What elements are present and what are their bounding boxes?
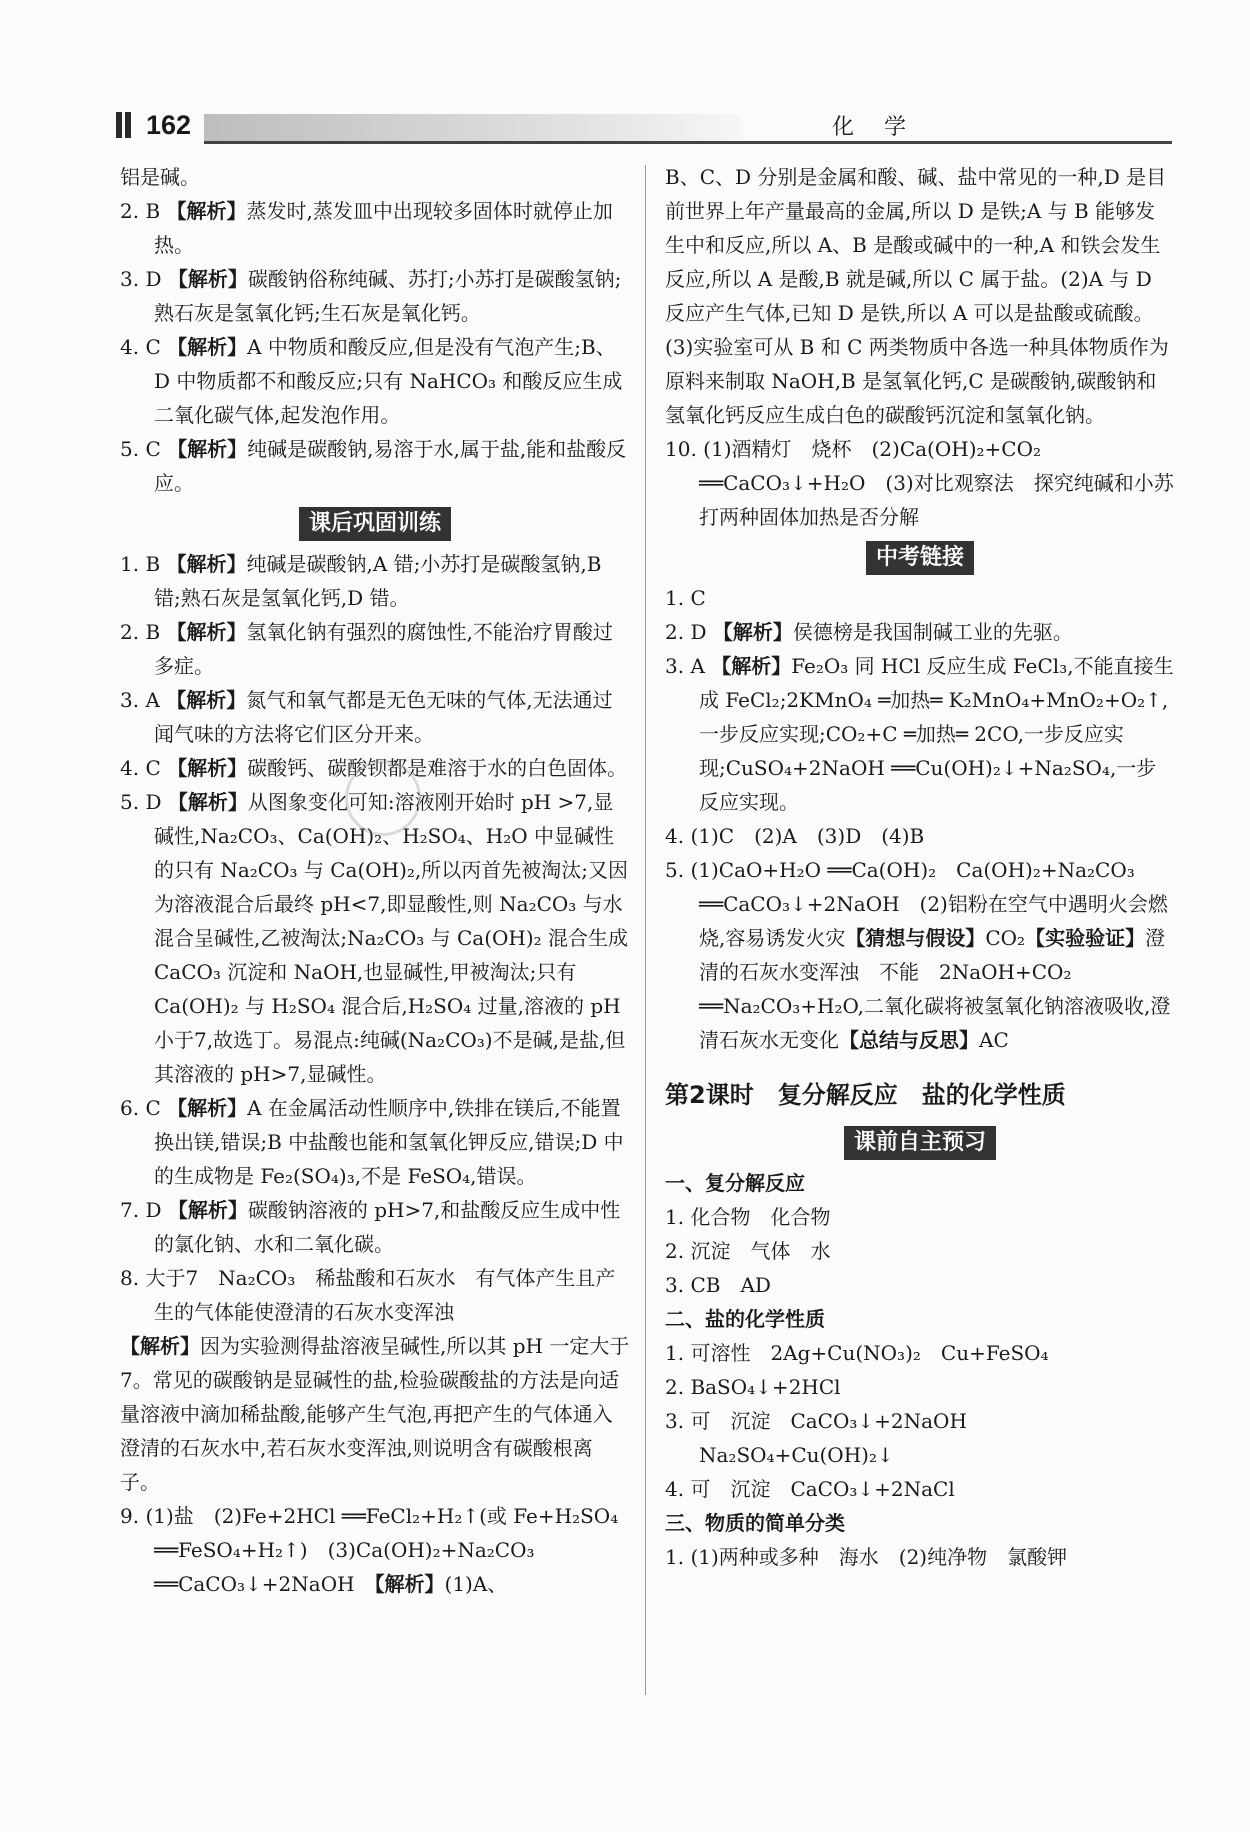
answer-number: 7. D [120, 1198, 162, 1222]
header-bar [204, 114, 744, 142]
answer-body: 澄清的石灰水变浑浊 不能 2NaOH+CO₂ ══Na₂CO₃+H₂O,二氧化碳将被氢氧化钠溶液吸收,澄清石灰水无变化 [699, 926, 1171, 1052]
answer-text [665, 1472, 1175, 1506]
answer-item [665, 853, 1175, 1057]
answer-body: 1. 化合物 化合物 [665, 1205, 831, 1229]
lesson-title: 第2课时 复分解反应 盐的化学性质 [665, 1081, 1066, 1109]
answer-item [120, 1499, 630, 1601]
header-rule [204, 141, 1172, 144]
answer-text [665, 1234, 1175, 1268]
answer-text [120, 1329, 630, 1499]
answer-item [120, 615, 630, 683]
analysis-tag: 【解析】 [167, 437, 248, 461]
analysis-tag: 【实验验证】 [1025, 926, 1146, 950]
analysis-tag: 【解析】 [166, 199, 247, 223]
answer-item [665, 649, 1175, 819]
answer-item [665, 615, 1175, 649]
section-heading [665, 1125, 1175, 1160]
answer-body: 可 沉淀 CaCO₃↓+2NaOH Na₂SO₄+Cu(OH)₂↓ [690, 1409, 987, 1467]
analysis-tag: 【解析】 [167, 1096, 248, 1120]
answer-number: 3. A [120, 688, 160, 712]
answer-body: 4. 可 沉淀 CaCO₃↓+2NaCl [665, 1477, 955, 1501]
answer-number: 8. [120, 1266, 140, 1290]
right-column [665, 160, 1175, 1574]
answer-text [665, 160, 1175, 432]
answer-item [120, 1091, 630, 1193]
answer-number: 2. B [120, 620, 161, 644]
answer-number: 5. [665, 858, 685, 882]
answer-number: 2. B [120, 199, 161, 223]
answer-body: A 中物质和酸反应,但是没有气泡产生;B、D 中物质都不和酸反应;只有 NaHCO₃ 和酸反应生成二氧化碳气体,起发泡作用。 [154, 335, 623, 427]
section-heading-label: 课后巩固训练 [299, 507, 451, 541]
answer-item [120, 432, 630, 500]
analysis-tag: 【解析】 [120, 1334, 200, 1358]
answer-text [665, 1336, 1175, 1370]
section-heading [120, 506, 630, 541]
answer-text [120, 160, 630, 194]
answer-body: 大于7 Na₂CO₃ 稀盐酸和石灰水 有气体产生且产生的气体能使澄清的石灰水变浑浊 [145, 1266, 616, 1324]
section-heading-label: 中考链接 [866, 541, 974, 575]
analysis-tag: 【解析】 [166, 620, 247, 644]
answer-number: 5. D [120, 790, 162, 814]
answer-body: (1)A、 [444, 1572, 508, 1596]
answer-text [665, 1540, 1175, 1574]
analysis-tag: 【解析】 [167, 1198, 248, 1222]
analysis-tag: 【解析】 [167, 267, 248, 291]
answer-number: 3. [665, 1409, 685, 1433]
analysis-tag: 【解析】 [374, 1572, 445, 1596]
answer-body: 侯德榜是我国制碱工业的先驱。 [792, 620, 1073, 644]
analysis-tag: 【猜想与假设】 [845, 926, 986, 950]
answer-number: 4. [665, 824, 685, 848]
analysis-tag: 【解析】 [167, 756, 248, 780]
answer-body: 从图象变化可知:溶液刚开始时 pH >7,显碱性,Na₂CO₃、Ca(OH)₂、H₂SO₄、H₂O 中显碱性的只有 Na₂CO₃ 与 Ca(OH)₂,所以丙首先被淘汰;又因为溶液混合后最终 pH<7,即显酸性,则 Na₂CO₃ 与水混合呈碱性,乙被淘汰;Na₂CO₃ 与 Ca(OH)₂ 混合生成 CaCO₃ 沉淀和 NaOH,也显碱性,甲被淘汰;只有 Ca(OH)₂ 与 H₂SO₄ 混合后,H₂SO₄ 过量,溶液的 pH 小于7,故选丁。易混点:纯碱(Na₂CO₃)不是碱,是盐,但其溶液的 pH>7,显碱性。 [154, 790, 629, 1086]
analysis-tag: 【解析】 [166, 688, 247, 712]
answer-number: 2. D [665, 620, 707, 644]
answer-text [665, 1268, 1175, 1302]
answer-item [120, 1261, 630, 1329]
answer-body: (1)酒精灯 烧杯 (2)Ca(OH)₂+CO₂ ══CaCO₃↓+H₂O (3)对比观察法 探究纯碱和小苏打两种固体加热是否分解 [699, 437, 1174, 529]
answer-text [665, 1200, 1175, 1234]
left-column [120, 160, 630, 1601]
analysis-tag: 【解析】 [167, 790, 248, 814]
answer-body: 蒸发时,蒸发皿中出现较多固体时就停止加热。 [154, 199, 613, 257]
answer-body: 铝是碱。 [120, 165, 200, 189]
answer-body: 纯碱是碳酸钠,易溶于水,属于盐,能和盐酸反应。 [154, 437, 627, 495]
answer-number: 1. B [120, 552, 161, 576]
answer-number: 1. [665, 586, 685, 610]
answer-item [665, 432, 1175, 534]
answer-body: 纯碱是碳酸钠,A 错;小苏打是碳酸氢钠,B 错;熟石灰是氢氧化钙,D 错。 [154, 552, 602, 610]
analysis-tag: 【解析】 [166, 552, 247, 576]
answer-body: (1)C (2)A (3)D (4)B [690, 824, 925, 848]
answer-body: 碳酸钠溶液的 pH>7,和盐酸反应生成中性的氯化钠、水和二氧化碳。 [154, 1198, 621, 1256]
answer-item [665, 581, 1175, 615]
page-number: 162 [146, 110, 192, 140]
answer-item [120, 1193, 630, 1261]
answer-body: 碳酸钠俗称纯碱、苏打;小苏打是碳酸氢钠;熟石灰是氢氧化钙;生石灰是氧化钙。 [154, 267, 622, 325]
answer-body: 氢氧化钠有强烈的腐蚀性,不能治疗胃酸过多症。 [154, 620, 613, 678]
answer-body: 因为实验测得盐溶液呈碱性,所以其 pH 一定大于7。常见的碳酸钠是显碱性的盐,检验碳酸盐的方法是向适量溶液中滴加稀盐酸,能够产生气泡,再把产生的气体通入澄清的石灰水中,若石灰水变浑浊,则说明含有碳酸根离子。 [120, 1334, 630, 1494]
answer-body: 2. 沉淀 气体 水 [665, 1239, 831, 1263]
answer-number: 10. [665, 437, 697, 461]
answer-number: 3. A [665, 654, 705, 678]
analysis-tag: 【总结与反思】 [839, 1028, 979, 1052]
subject-title: 化学 [832, 115, 937, 140]
subsection-heading: 二、盐的化学性质 [665, 1307, 825, 1331]
answer-body: 1. 可溶性 2Ag+Cu(NO₃)₂ Cu+FeSO₄ [665, 1341, 1049, 1365]
answer-body: B、C、D 分别是金属和酸、碱、盐中常见的一种,D 是目前世界上年产量最高的金属,所以 D 是铁;A 与 B 能够发生中和反应,所以 A、B 是酸或碱中的一种,A 和铁会发生反应,所以 A 是酸,B 就是碱,所以 C 属于盐。(2)A 与 D 反应产生气体,已知 D 是铁,所以 A 可以是盐酸或硫酸。(3)实验室可从 B 和 C 两类物质中各选一种具体物质作为原料来制取 NaOH,B 是氢氧化钙,C 是碳酸钠,碳酸钠和氢氧化钙反应生成白色的碳酸钙沉淀和氢氧化钠。 [665, 165, 1169, 427]
answer-body: (1)盐 (2)Fe+2HCl ══FeCl₂+H₂↑(或 Fe+H₂SO₄ ══FeSO₄+H₂↑) (3)Ca(OH)₂+Na₂CO₃ ══CaCO₃↓+2NaOH [145, 1504, 619, 1596]
answer-body: Fe₂O₃ 同 HCl 反应生成 FeCl₃,不能直接生成 FeCl₂;2KMnO₄ ═加热═ K₂MnO₄+MnO₂+O₂↑,一步反应实现;CO₂+C ═加热═ 2CO,一步反应实现;CuSO₄+2NaOH ══Cu(OH)₂↓+Na₂SO₄,一步反应实现。 [699, 654, 1174, 814]
subsection-heading: 三、物质的简单分类 [665, 1511, 845, 1535]
column-divider [645, 165, 646, 1695]
analysis-tag: 【解析】 [711, 654, 792, 678]
analysis-tag: 【解析】 [712, 620, 793, 644]
analysis-tag: 【解析】 [167, 335, 248, 359]
section-heading [665, 540, 1175, 575]
answer-item [665, 819, 1175, 853]
answer-body: (1)CaO+H₂O ══Ca(OH)₂ Ca(OH)₂+Na₂CO₃ ══CaCO₃↓+2NaOH (2)铝粉在空气中遇明火会燃烧,容易诱发火灾 [690, 858, 1168, 950]
stamp-mark [345, 760, 421, 836]
answer-number: 5. C [120, 437, 161, 461]
answer-number: 9. [120, 1504, 140, 1528]
answer-body: A 在金属活动性顺序中,铁排在镁后,不能置换出镁,错误;B 中盐酸也能和氢氧化钾反应,错误;D 中的生成物是 Fe₂(SO₄)₃,不是 FeSO₄,错误。 [154, 1096, 624, 1188]
answer-item [120, 547, 630, 615]
page-number-bars [116, 112, 146, 138]
answer-item [665, 1404, 1175, 1472]
answer-item [120, 194, 630, 262]
page-header [112, 108, 1172, 142]
answer-body: CO₂ [985, 926, 1026, 950]
answer-item [120, 330, 630, 432]
answer-number: 6. C [120, 1096, 161, 1120]
answer-item [120, 683, 630, 751]
answer-body: 氮气和氧气都是无色无味的气体,无法通过闻气味的方法将它们区分开来。 [154, 688, 613, 746]
section-heading-label: 课前自主预习 [844, 1126, 996, 1160]
answer-body: 2. BaSO₄↓+2HCl [665, 1375, 841, 1399]
answer-number: 3. D [120, 267, 162, 291]
subsection-heading: 一、复分解反应 [665, 1171, 805, 1195]
answer-text [665, 1370, 1175, 1404]
answer-body: 碳酸钙、碳酸钡都是难溶于水的白色固体。 [247, 756, 628, 780]
answer-body: 3. CB AD [665, 1273, 771, 1297]
answer-body: 1. (1)两种或多种 海水 (2)纯净物 氯酸钾 [665, 1545, 1068, 1569]
answer-item [120, 262, 630, 330]
answer-number: 4. C [120, 756, 161, 780]
answer-body: C [690, 586, 706, 610]
answer-body: AC [979, 1028, 1009, 1052]
answer-number: 4. C [120, 335, 161, 359]
